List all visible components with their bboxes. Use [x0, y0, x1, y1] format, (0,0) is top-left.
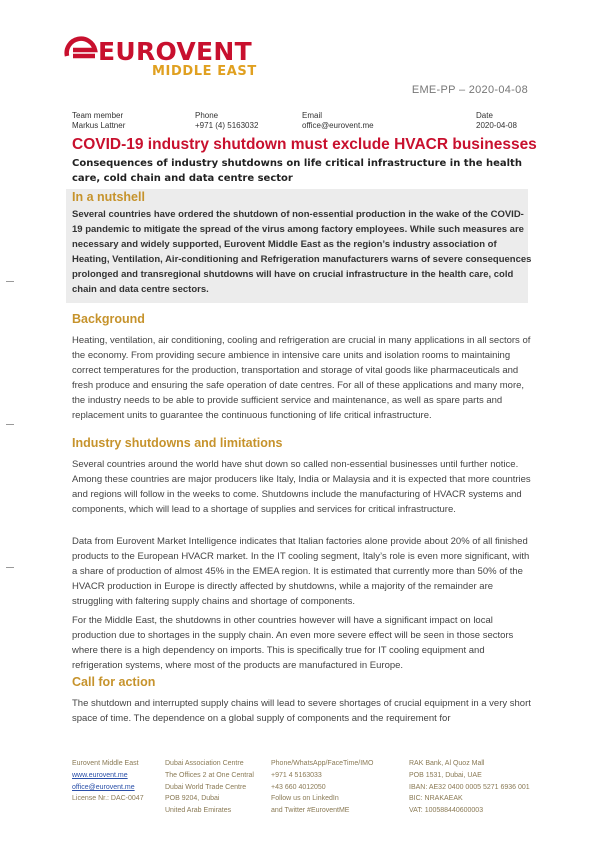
footer-bank-line: BIC: NRAKAEAK [409, 795, 463, 803]
document-reference: EME-PP – 2020-04-08 [411, 84, 528, 96]
team-member-label: Team member [72, 111, 124, 120]
date-label: Date [476, 111, 493, 120]
date-value: 2020-04-08 [476, 121, 517, 130]
shutdowns-paragraph-2: Data from Eurovent Market Intelligence indicates that Italian factories alone provide about 20% of all finished products to the European HVACR market. In the IT cooling segment, Italy’s role is even more significant, with a share of production of almost 45% in the EMEA region. It is estimated that currently more than 50% of the HVACR production in Europe is directly affected by shutdowns, while a majority of the remainder are struggling with faltering supply chains and shortage of components. [72, 536, 530, 607]
phone-label: Phone [195, 111, 219, 120]
fold-mark [6, 281, 14, 282]
footer-company-name: Eurovent Middle East [72, 760, 139, 767]
footer-address-line: The Offices 2 at One Central [165, 771, 254, 779]
background-text: Heating, ventilation, air conditioning, cooling and refrigeration are crucial in many applications in all sectors of the economy. From providing secure ambience in intensive care units and isolation rooms to maintaining correct temperatures for the production, transportation and storage of vital goods like pharmaceuticals and fresh produce and ensuring the safe operation of date centres. For all of these applications and many more, the industry needs to be able to provide sufficient service and maintenance, as well as spare parts and replacement units to guarantee the continuous functioning of life critical infrastructure. [72, 335, 531, 421]
footer-address [165, 758, 254, 817]
phone-value: +971 (4) 5163032 [195, 121, 259, 130]
footer-bank-line: POB 1531, Dubai, UAE [409, 771, 482, 779]
shutdowns-paragraph-3: For the Middle East, the shutdowns in other countries however will have a significant impact on local production due to shortages in the supply chain. An even more severe effect will be seen in those sectors where there is a high dependency on imports. This is specifically true for IT cooling equipment and refrigeration systems, where most of the products are manufactured in Europe. [72, 615, 514, 671]
nutshell-heading: In a nutshell [72, 190, 145, 204]
team-member-value: Markus Lattner [72, 121, 126, 130]
footer-address-line: Dubai World Trade Centre [165, 783, 247, 791]
footer-social: and Twitter #EuroventME [271, 807, 350, 815]
footer-address-line: POB 9204, Dubai [165, 795, 220, 803]
call-heading: Call for action [72, 675, 156, 689]
footer-bank-line: IBAN: AE32 0400 0005 5271 6936 001 [409, 783, 530, 791]
fold-mark [6, 567, 14, 568]
email-label: Email [302, 111, 323, 120]
logo-region: MIDDLE EAST [152, 64, 257, 79]
footer-email-link[interactable]: office@eurovent.me [72, 783, 135, 791]
page-subtitle: Consequences of industry shutdowns on life critical infrastructure in the health care, cold chain and data centre sector [72, 158, 522, 184]
shutdowns-heading: Industry shutdowns and limitations [72, 436, 283, 450]
call-text: The shutdown and interrupted supply chains will lead to severe shortages of crucial equipment in a very short space of time. The dependence on a global supply of components and the requirement for [72, 698, 531, 724]
footer-phone: +971 4 5163033 [271, 771, 322, 779]
footer-contact-line: Phone/WhatsApp/FaceTime/IMO [271, 760, 374, 767]
footer-company [72, 758, 144, 805]
nutshell-text: Several countries have ordered the shutdown of non-essential production in the wake of the COVID-19 pandemic to mitigate the spread of the virus among factory employees. While such measures are necessary and widely supported, Eurovent Middle East as the region’s industry association of Heating, Ventilation, Air-conditioning and Refrigeration manufacturers warns of severe consequences prolonged and transregional shutdowns will have on crucial infrastructure in the health care, cold chain and data centre sectors. [72, 209, 532, 295]
logo-wordmark: EUROVENT [98, 37, 253, 66]
footer-bank-line: VAT: 100588440600003 [409, 807, 484, 815]
eurovent-mark-icon [64, 36, 98, 66]
fold-mark [6, 424, 14, 425]
footer-address-line: Dubai Association Centre [165, 760, 244, 767]
page-title: COVID-19 industry shutdown must exclude HVACR businesses [72, 136, 537, 153]
background-heading: Background [72, 312, 145, 326]
eurovent-logo [64, 36, 257, 84]
footer-contact [271, 758, 373, 817]
footer-bank [409, 758, 530, 817]
footer-phone: +43 660 4012050 [271, 783, 326, 791]
email-value[interactable]: office@eurovent.me [302, 121, 374, 130]
footer-address-line: United Arab Emirates [165, 807, 232, 815]
footer-bank-line: RAK Bank, Al Quoz Mall [409, 760, 485, 767]
footer-social: Follow us on LinkedIn [271, 795, 339, 803]
shutdowns-paragraph-1: Several countries around the world have shut down so called non-essential businesses until further notice. Among these countries are major producers like Italy, India or Malaysia and it is expected that more countries and regions will follow in the weeks to come. Shutdowns include the manufacturing of HVACR systems and components, which will lead to a shortage of supplies and services for critical infrastructure. [72, 459, 531, 515]
footer-license: License Nr.: DAC-0047 [72, 795, 144, 803]
footer-website-link[interactable]: www.eurovent.me [72, 771, 128, 779]
